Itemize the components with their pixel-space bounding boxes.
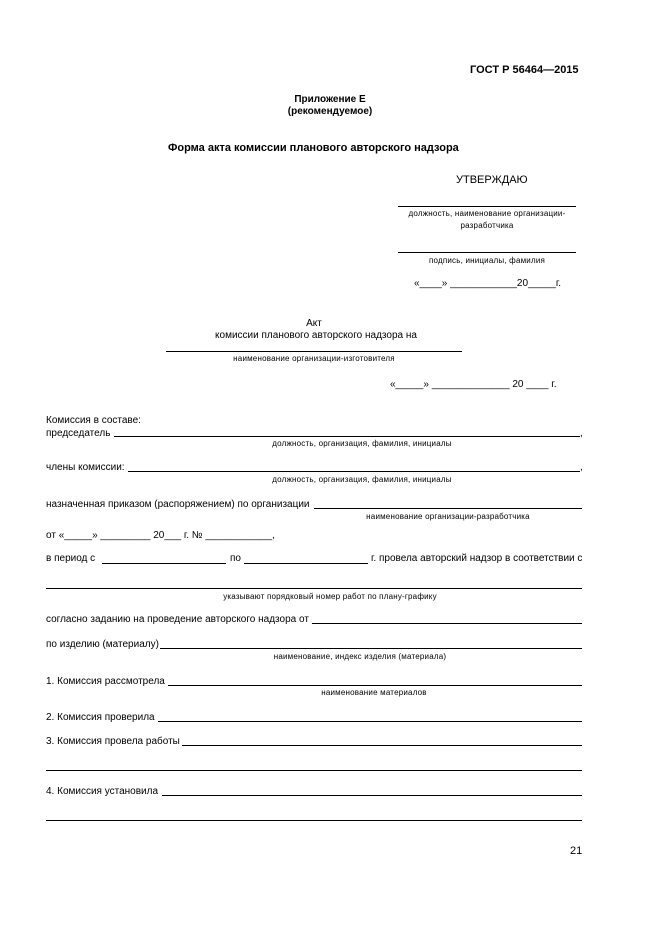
approve-label: УТВЕРЖДАЮ bbox=[456, 174, 528, 186]
org-caption: наименование организации-изготовителя bbox=[233, 354, 395, 363]
members-caption: должность, организация, фамилия, инициалы bbox=[272, 475, 452, 484]
position-caption-1: должность, наименование организации- bbox=[408, 209, 566, 218]
product-caption: наименование, индекс изделия (материала) bbox=[273, 652, 447, 661]
item3-line[interactable] bbox=[182, 745, 582, 746]
chairman-line[interactable] bbox=[114, 436, 580, 437]
product-line[interactable] bbox=[160, 648, 582, 649]
product-label: по изделию (материалу) bbox=[46, 639, 159, 650]
act-date: «_____» ______________ 20 ____ г. bbox=[390, 379, 557, 390]
period-to-label: по bbox=[230, 553, 241, 564]
item1-label: 1. Комиссия рассмотрела bbox=[46, 676, 165, 687]
members-line[interactable] bbox=[128, 471, 580, 472]
members-label: члены комиссии: bbox=[46, 462, 125, 473]
order-date: от «_____» _________ 20___ г. № ____________, bbox=[46, 530, 275, 541]
item3-line-2[interactable] bbox=[46, 770, 582, 771]
item3-label: 3. Комиссия провела работы bbox=[46, 736, 180, 747]
members-comma: , bbox=[580, 462, 583, 473]
approve-date: «____» ____________20_____г. bbox=[414, 278, 562, 289]
chairman-caption: должность, организация, фамилия, инициалы bbox=[272, 439, 452, 448]
page-number: 21 bbox=[570, 845, 583, 857]
position-line[interactable] bbox=[398, 206, 576, 207]
org-line[interactable] bbox=[166, 351, 462, 352]
standard-code: ГОСТ Р 56464—2015 bbox=[470, 64, 579, 76]
signature-caption: подпись, инициалы, фамилия bbox=[428, 256, 546, 265]
position-caption-2: разработчика bbox=[460, 221, 514, 230]
appendix-subtitle: (рекомендуемое) bbox=[287, 106, 373, 117]
period-rest: г. провела авторский надзор в соответствии с bbox=[371, 553, 583, 564]
period-from-line[interactable] bbox=[102, 563, 226, 564]
item1-line[interactable] bbox=[168, 685, 582, 686]
schedule-line[interactable] bbox=[46, 588, 582, 589]
item1-caption: наименование материалов bbox=[321, 688, 427, 697]
period-to-line[interactable] bbox=[244, 563, 368, 564]
item4-line[interactable] bbox=[162, 795, 582, 796]
act-subtitle: комиссии планового авторского надзора на bbox=[215, 330, 417, 341]
item4-line-2[interactable] bbox=[46, 820, 582, 821]
chairman-comma: , bbox=[580, 428, 583, 439]
order-caption: наименование организации-разработчика bbox=[366, 512, 530, 521]
commission-intro: Комиссия в составе: bbox=[46, 415, 141, 426]
order-org-line[interactable] bbox=[314, 508, 582, 509]
form-title: Форма акта комиссии планового авторского надзора bbox=[168, 142, 459, 154]
period-from-label: в период с bbox=[46, 553, 96, 564]
assignment-label: согласно заданию на проведение авторского надзора от bbox=[46, 614, 309, 625]
act-title: Акт bbox=[306, 318, 322, 329]
appendix-title: Приложение Е bbox=[294, 94, 366, 105]
chairman-label: председатель bbox=[46, 428, 111, 439]
schedule-caption: указывают порядковый номер работ по плану-графику bbox=[223, 592, 437, 601]
item2-label: 2. Комиссия проверила bbox=[46, 712, 155, 723]
order-label: назначенная приказом (распоряжением) по организации bbox=[46, 499, 310, 510]
assignment-line[interactable] bbox=[312, 623, 582, 624]
item4-label: 4. Комиссия установила bbox=[46, 786, 159, 797]
item2-line[interactable] bbox=[158, 721, 582, 722]
signature-line[interactable] bbox=[398, 252, 576, 253]
